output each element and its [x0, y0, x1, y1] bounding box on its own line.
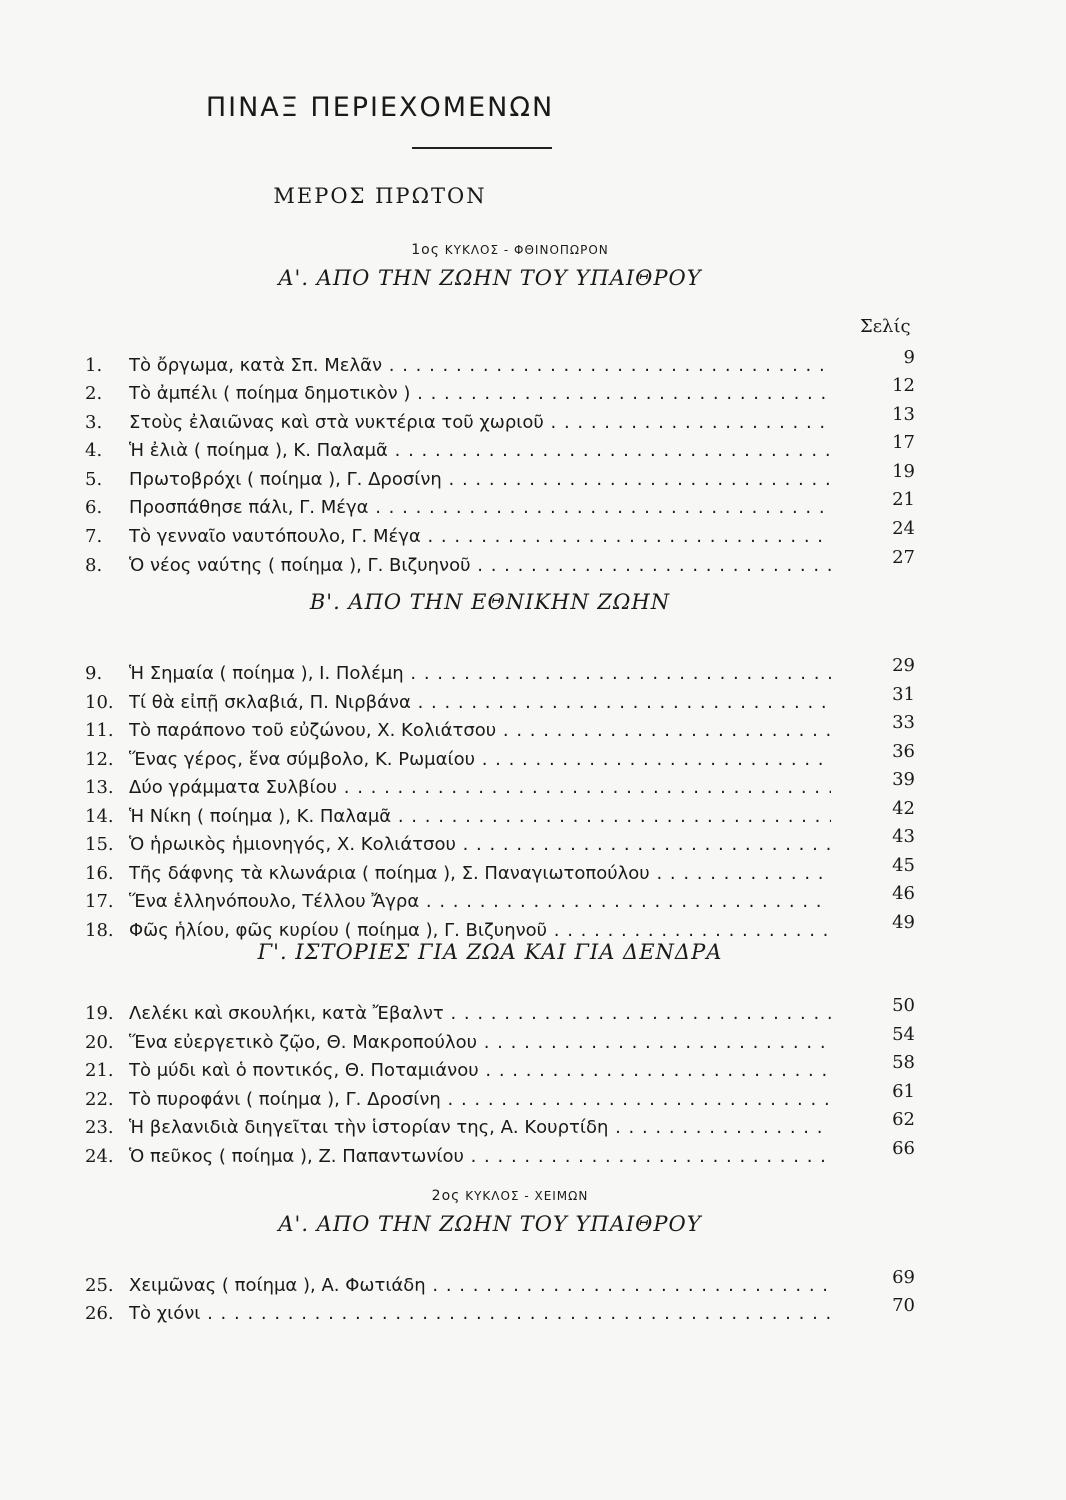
entry-page-number: 70 [892, 1295, 915, 1316]
entry-number: 7. [85, 526, 103, 547]
entry-page-number: 69 [892, 1267, 915, 1288]
entry-title: Χειμῶνας ( ποίημα ), Α. Φωτιάδη . . . [129, 1272, 831, 1300]
entry-title: Ἡ Νίκη ( ποίημα ), Κ. Παλαμᾶ . . . [129, 803, 831, 831]
entry-number: 14. [85, 806, 114, 827]
entry-title: Ἡ ἐλιὰ ( ποίημα ), Κ. Παλαμᾶ . . . [129, 437, 831, 465]
entry-number: 11. [85, 720, 114, 741]
entry-number: 22. [85, 1089, 114, 1110]
part-title: ΜΕΡΟΣ ΠΡΩΤΟΝ [273, 184, 487, 208]
entry-title: Τὸ ἀμπέλι ( ποίημα δημοτικὸν ) . . . [129, 380, 831, 408]
entry-title: Ὁ νέος ναύτης ( ποίημα ), Γ. Βιζυηνοῦ . . . [129, 552, 831, 580]
title-divider [412, 147, 552, 149]
entry-title: Τὸ γενναῖο ναυτόπουλο, Γ. Μέγα . . . [129, 523, 831, 551]
toc-entry [85, 798, 915, 831]
entry-number: 9. [85, 663, 103, 684]
entry-page-number: 27 [892, 547, 915, 568]
entry-page-number: 50 [892, 995, 915, 1016]
toc-entry [85, 461, 915, 494]
entry-number: 17. [85, 891, 114, 912]
entry-page-number: 24 [892, 518, 915, 539]
toc-entry [85, 883, 915, 916]
entry-page-number: 43 [892, 826, 915, 847]
toc-entry [85, 432, 915, 465]
entry-page-number: 12 [892, 375, 915, 396]
entry-number: 10. [85, 692, 114, 713]
entry-page-number: 61 [892, 1081, 915, 1102]
section-heading: Α'. ΑΠΟ ΤΗΝ ΖΩΗΝ ΤΟΥ ΥΠΑΙΘΡΟΥ [278, 266, 702, 290]
entry-number: 1. [85, 355, 103, 376]
entry-number: 6. [85, 497, 103, 518]
entry-title: Ἕνας γέρος, ἕνα σύμβολο, Κ. Ρωμαίου . . . [129, 746, 831, 774]
toc-entry [85, 489, 915, 522]
toc-entry [85, 1267, 915, 1300]
entry-page-number: 19 [892, 461, 915, 482]
entry-title: Ἕνα εὐεργετικὸ ζῷο, Θ. Μακροπούλου . . . [129, 1029, 831, 1057]
entry-title: Πρωτοβρόχι ( ποίημα ), Γ. Δροσίνη . . . [129, 466, 831, 494]
toc-entry [85, 1081, 915, 1114]
entry-page-number: 49 [892, 912, 915, 933]
entry-page-number: 66 [892, 1138, 915, 1159]
toc-entry [85, 912, 915, 945]
entry-page-number: 13 [892, 404, 915, 425]
entry-title: Τὸ μύδι καὶ ὁ ποντικός, Θ. Ποταμιάνου . . . [129, 1057, 831, 1085]
toc-entry [85, 769, 915, 802]
entry-page-number: 46 [892, 883, 915, 904]
section-heading: Γ'. ΙΣΤΟΡΙΕΣ ΓΙΑ ΖΩΑ ΚΑΙ ΓΙΑ ΔΕΝΔΡΑ [257, 940, 723, 964]
entry-page-number: 29 [892, 655, 915, 676]
entry-title: Ὁ ἡρωικὸς ἡμιονηγός, Χ. Κολιάτσου . . . [129, 831, 831, 859]
entry-title: Λελέκι καὶ σκουλήκι, κατὰ Ἔβαλντ . . . [129, 1000, 831, 1028]
entry-title: Ὁ πεῦκος ( ποίημα ), Ζ. Παπαντωνίου . . . [129, 1143, 831, 1171]
entry-number: 16. [85, 863, 114, 884]
page-title: ΠΙΝΑΞ ΠΕΡΙΕΧΟΜΕΝΩΝ [205, 92, 555, 123]
entry-number: 13. [85, 777, 114, 798]
entry-number: 3. [85, 412, 103, 433]
toc-entry [85, 1295, 915, 1328]
entry-number: 8. [85, 555, 103, 576]
entry-page-number: 62 [892, 1109, 915, 1130]
section-heading: Α'. ΑΠΟ ΤΗΝ ΖΩΗΝ ΤΟΥ ΥΠΑΙΘΡΟΥ [278, 1212, 702, 1236]
entry-page-number: 33 [892, 712, 915, 733]
entry-number: 23. [85, 1117, 114, 1138]
entry-title: Προσπάθησε πάλι, Γ. Μέγα . . . [129, 494, 831, 522]
entry-page-number: 36 [892, 741, 915, 762]
toc-entry [85, 1109, 915, 1142]
entry-page-number: 54 [892, 1024, 915, 1045]
cycle-ordinal: 2ος [431, 1188, 461, 1204]
toc-entry [85, 684, 915, 717]
entry-page-number: 45 [892, 855, 915, 876]
toc-entry [85, 826, 915, 859]
toc-entry [85, 855, 915, 888]
entry-number: 21. [85, 1060, 114, 1081]
entry-number: 5. [85, 469, 103, 490]
entry-page-number: 39 [892, 769, 915, 790]
entry-number: 24. [85, 1146, 114, 1167]
entry-title: Φῶς ἡλίου, φῶς κυρίου ( ποίημα ), Γ. Βιζυηνοῦ . . . [129, 917, 831, 945]
entry-title: Τὸ παράπονο τοῦ εὐζώνου, Χ. Κολιάτσου . . . [129, 717, 831, 745]
entry-title: Τὸ χιόνι . . . [129, 1300, 831, 1328]
cycle-heading-1 [0, 242, 1000, 258]
toc-entry [85, 712, 915, 745]
entry-page-number: 21 [892, 489, 915, 510]
toc-entry [85, 347, 915, 380]
entry-page-number: 58 [892, 1052, 915, 1073]
entry-number: 25. [85, 1275, 114, 1296]
entry-number: 18. [85, 920, 114, 941]
page-column-label: Σελίς [860, 316, 911, 337]
section-heading: Β'. ΑΠΟ ΤΗΝ ΕΘΝΙΚΗΝ ΖΩΗΝ [309, 590, 671, 614]
cycle-heading-2 [0, 1188, 1000, 1204]
entry-number: 2. [85, 383, 103, 404]
entry-number: 12. [85, 749, 114, 770]
entry-number: 26. [85, 1303, 114, 1324]
toc-entry [85, 995, 915, 1028]
entry-title: Ἡ Σημαία ( ποίημα ), Ι. Πολέμη . . . [129, 660, 831, 688]
entry-title: Τὸ ὄργωμα, κατὰ Σπ. Μελᾶν . . . [129, 352, 831, 380]
toc-entry [85, 518, 915, 551]
entry-page-number: 17 [892, 432, 915, 453]
entry-title: Τί θὰ εἰπῇ σκλαβιά, Π. Νιρβάνα . . . [129, 689, 831, 717]
entry-number: 4. [85, 440, 103, 461]
entry-page-number: 9 [903, 347, 915, 368]
entry-title: Τῆς δάφνης τὰ κλωνάρια ( ποίημα ), Σ. Παναγιωτοπούλου . . . [129, 860, 831, 888]
cycle-ordinal: 1ος [411, 242, 440, 258]
toc-entry [85, 1052, 915, 1085]
entry-title: Ἡ βελανιδιὰ διηγεῖται τὴν ἱστορίαν της, Α. Κουρτίδη . . . [129, 1114, 831, 1142]
toc-entry [85, 655, 915, 688]
entry-title: Ἕνα ἑλληνόπουλο, Τέλλου Ἄγρα . . . [129, 888, 831, 916]
cycle-name: ΚΥΚΛΟΣ - ΦΘΙΝΟΠΩΡΟΝ [444, 243, 609, 257]
toc-entry [85, 741, 915, 774]
toc-entry [85, 1024, 915, 1057]
entry-title: Δύο γράμματα Συλβίου . . . [129, 774, 831, 802]
entry-title: Στοὺς ἐλαιῶνας καὶ στὰ νυκτέρια τοῦ χωριοῦ . . . [129, 409, 831, 437]
entry-page-number: 31 [892, 684, 915, 705]
toc-entry [85, 1138, 915, 1171]
toc-entry [85, 375, 915, 408]
entry-number: 19. [85, 1003, 114, 1024]
entry-number: 15. [85, 834, 114, 855]
cycle-name: ΚΥΚΛΟΣ - ΧΕΙΜΩΝ [465, 1189, 589, 1203]
entry-title: Τὸ πυροφάνι ( ποίημα ), Γ. Δροσίνη . . . [129, 1086, 831, 1114]
toc-entry [85, 547, 915, 580]
entry-number: 20. [85, 1032, 114, 1053]
entry-page-number: 42 [892, 798, 915, 819]
toc-entry [85, 404, 915, 437]
